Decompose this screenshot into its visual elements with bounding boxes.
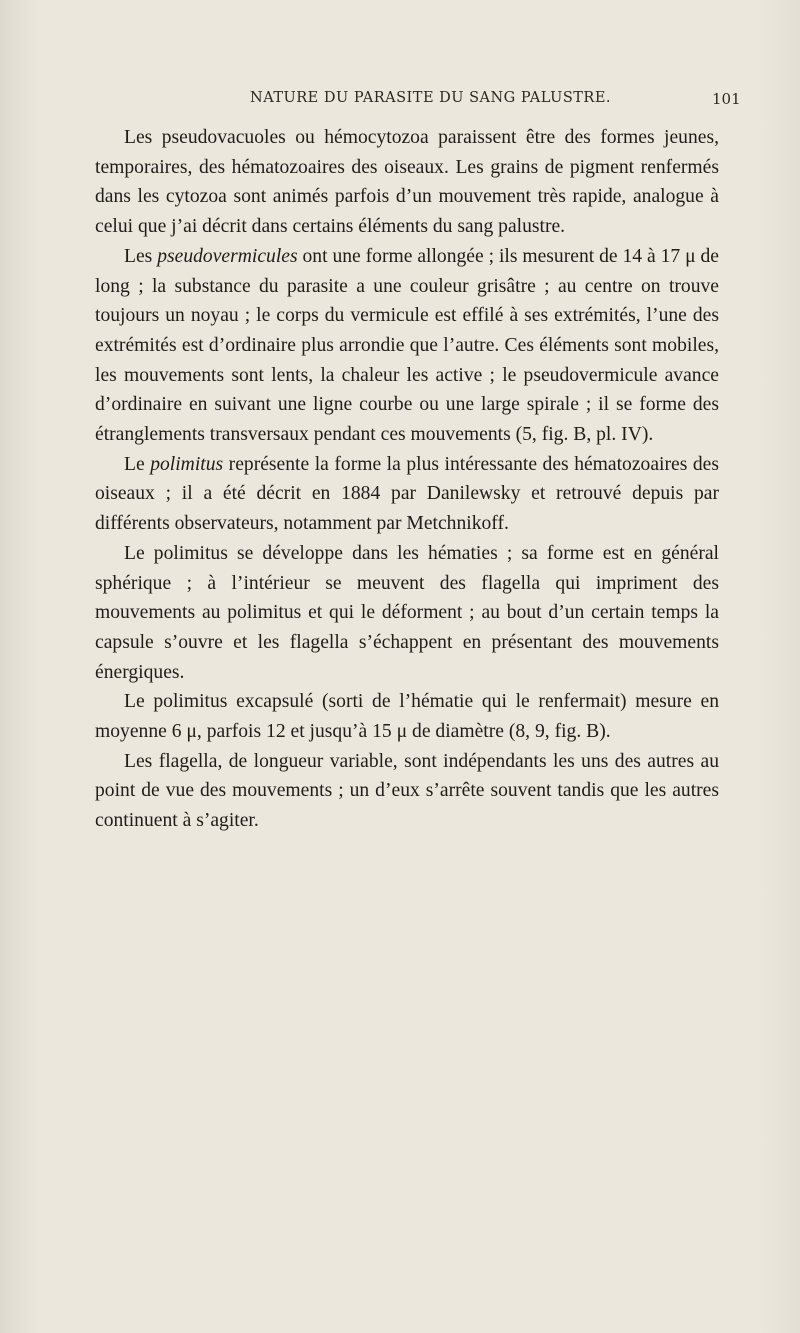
- running-head: [0, 90, 800, 120]
- paragraph-text: Les pseudovacuoles ou hémocytozoa paraissent être des formes jeunes, temporaires, des hématozoaires des oiseaux. Les grains de pigment renfermés dans les cytozoa sont animés parfois d’un mouvement très rapide, analogue à celui que j’ai décrit dans certains éléments du sang palustre.: [95, 127, 719, 238]
- paragraph-text: Les flagella, de longueur variable, sont indépendants les uns des autres au point de vue des mouvements ; un d’eux s’arrête souvent tandis que les autres continuent à s’agiter.: [95, 750, 719, 832]
- body-text: [95, 123, 719, 836]
- italic-term-polimitus: polimitus: [150, 453, 224, 475]
- paragraph-text: représente la forme la plus intéressante des hématozoaires des oiseaux ; il a été décrit en 1884 par Danilewsky et retrouvé depuis par différents observateurs, notamment par Metchnikoff.: [95, 453, 719, 535]
- running-title: NATURE DU PARASITE DU SANG PALUSTRE.: [250, 90, 612, 106]
- paragraph-polimitus-size: [95, 687, 719, 746]
- paragraph-polimitus-development: [95, 539, 719, 688]
- italic-term-pseudovermicules: pseudovermicules: [157, 245, 298, 267]
- paragraph-flagella: [95, 747, 719, 836]
- paragraph-text: Le polimitus excapsulé (sorti de l’hématie qui le renfermait) mesure en moyenne 6 μ, parfois 12 et jusqu’à 15 μ de diamètre (8, 9, fig. B).: [95, 691, 719, 743]
- paragraph-pseudovacuoles: [95, 123, 719, 242]
- paragraph-pseudovermicules: [95, 242, 719, 450]
- paragraph-text: ont une forme allongée ; ils mesurent de 14 à 17 μ de long ; la substance du parasite a une couleur grisâtre ; au centre on trouve toujours un noyau ; le corps du vermicule est effilé à ses extrémités, l’une des extrémités est d’ordinaire plus arrondie que l’autre. Ces éléments sont mobiles, les mouvements sont lents, la chaleur les active ; le pseudovermicule avance d’ordinaire en suivant une ligne courbe ou une large spirale ; il se forme des étranglements transversaux pendant ces mouvements (5, fig. B, pl. IV).: [95, 245, 719, 446]
- paragraph-text: Les: [124, 245, 158, 267]
- paragraph-text: Le polimitus se développe dans les hématies ; sa forme est en général sphérique ; à l’intérieur se meuvent des flagella qui impriment des mouvements au polimitus et qui le déforment ; au bout d’un certain temps la capsule s’ouvre et les flagella s’échappent en présentant des mouvements énergiques.: [95, 542, 719, 683]
- paragraph-polimitus-intro: [95, 450, 719, 539]
- page-number: 101: [712, 90, 741, 108]
- paragraph-text: Le: [124, 453, 151, 475]
